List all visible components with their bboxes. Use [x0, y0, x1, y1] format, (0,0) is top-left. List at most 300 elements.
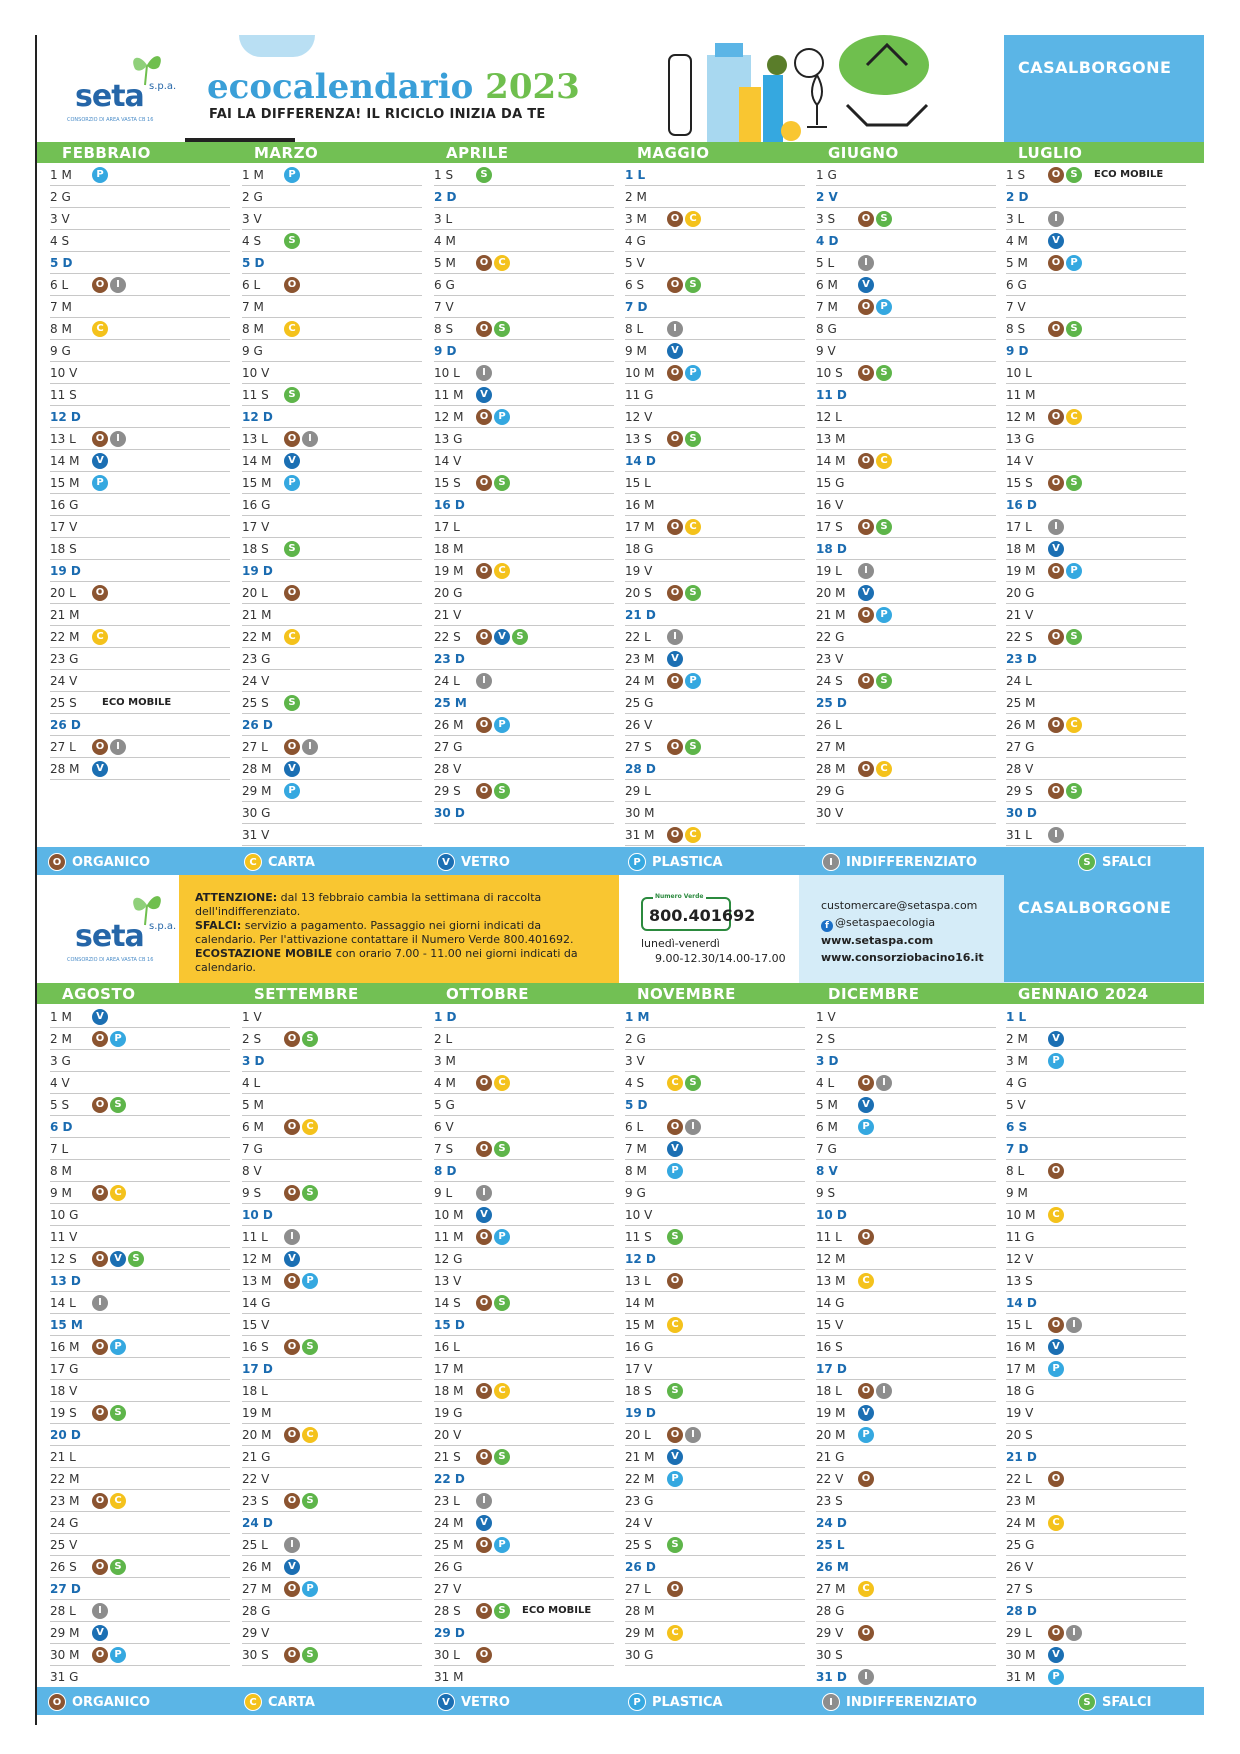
day-row — [50, 208, 230, 230]
day-row — [816, 1468, 996, 1490]
collection-o-icon: O — [476, 255, 492, 271]
day-row — [816, 538, 996, 560]
day-row — [434, 692, 614, 714]
day-row — [816, 1094, 996, 1116]
day-label: 21 S — [434, 1450, 461, 1464]
day-label: 8 M — [50, 1164, 72, 1178]
day-row — [816, 1028, 996, 1050]
hotline-box — [619, 875, 799, 983]
hotline-number[interactable]: 800.401692 — [649, 906, 756, 925]
day-label: 10 D — [816, 1208, 847, 1222]
day-row — [434, 1182, 614, 1204]
day-label: 4 L — [242, 1076, 261, 1090]
day-label: 18 S — [242, 542, 269, 556]
day-label: 16 D — [1006, 498, 1037, 512]
day-label: 21 M — [625, 1450, 655, 1464]
collection-i-icon: I — [476, 365, 492, 381]
day-label: 29 M — [625, 1626, 655, 1640]
day-row — [625, 1578, 805, 1600]
collection-icons — [284, 233, 300, 249]
day-row — [625, 1226, 805, 1248]
day-label: 3 V — [242, 212, 262, 226]
day-label: 20 G — [1006, 586, 1035, 600]
day-row — [625, 1160, 805, 1182]
day-label: 13 S — [625, 432, 652, 446]
day-label: 23 D — [1006, 652, 1037, 666]
collection-i-icon: I — [1048, 827, 1064, 843]
day-label: 26 D — [50, 718, 81, 732]
day-label: 11 G — [625, 388, 654, 402]
day-row — [242, 626, 422, 648]
collection-p-icon: P — [876, 607, 892, 623]
day-row — [625, 164, 805, 186]
collection-p-icon: P — [858, 1119, 874, 1135]
day-row — [816, 252, 996, 274]
day-row — [625, 186, 805, 208]
day-label: 3 G — [50, 1054, 71, 1068]
collection-o-icon: O — [858, 365, 874, 381]
day-row — [50, 1644, 230, 1666]
day-label: 20 D — [50, 1428, 81, 1442]
day-label: 28 S — [434, 1604, 461, 1618]
legend-item — [48, 853, 150, 871]
legend-item — [1078, 1693, 1151, 1711]
collection-p-icon: P — [1048, 1053, 1064, 1069]
logo-text: seta — [75, 79, 144, 114]
day-row — [434, 450, 614, 472]
collection-c-icon: C — [494, 255, 510, 271]
collection-icons — [476, 1295, 510, 1311]
day-row — [816, 494, 996, 516]
day-label: 9 G — [242, 344, 263, 358]
collection-icons — [284, 585, 300, 601]
day-label: 5 M — [242, 1098, 264, 1112]
day-row — [625, 1028, 805, 1050]
collection-i-icon: I — [302, 431, 318, 447]
day-label: 21 L — [50, 1450, 76, 1464]
day-row — [816, 274, 996, 296]
day-label: 1 V — [816, 1010, 836, 1024]
day-row — [625, 1050, 805, 1072]
day-row — [50, 692, 230, 714]
collection-o-icon: O — [476, 475, 492, 491]
day-row — [50, 736, 230, 758]
day-row — [1006, 1446, 1186, 1468]
collection-icons — [667, 1119, 701, 1135]
day-row — [1006, 1468, 1186, 1490]
collection-o-icon: O — [667, 1427, 683, 1443]
collection-icons — [1048, 1053, 1064, 1069]
day-label: 23 M — [50, 1494, 80, 1508]
day-label: 20 L — [50, 586, 76, 600]
legend-label: SFALCI — [1102, 1694, 1152, 1710]
day-row — [242, 230, 422, 252]
collection-icons — [92, 1295, 108, 1311]
collection-p-icon: P — [1048, 1361, 1064, 1377]
eco-mobile-note: ECO MOBILE — [1094, 169, 1164, 180]
day-row — [1006, 252, 1186, 274]
day-row — [434, 296, 614, 318]
day-row — [242, 1512, 422, 1534]
day-row — [816, 582, 996, 604]
collection-icons — [92, 761, 108, 777]
day-row — [50, 1578, 230, 1600]
day-row — [816, 362, 996, 384]
collection-icons — [1048, 321, 1082, 337]
day-label: 12 L — [816, 410, 842, 424]
day-label: 28 M — [242, 762, 272, 776]
collection-icons — [476, 1647, 492, 1663]
day-row — [1006, 1138, 1186, 1160]
day-row — [1006, 780, 1186, 802]
collection-c-icon: C — [1048, 1515, 1064, 1531]
day-row — [434, 472, 614, 494]
day-row — [816, 604, 996, 626]
day-label: 19 D — [625, 1406, 656, 1420]
collection-icons — [284, 167, 300, 183]
day-row — [242, 1006, 422, 1028]
day-label: 10 V — [50, 366, 78, 380]
collection-icons — [667, 585, 701, 601]
day-label: 14 V — [1006, 454, 1034, 468]
day-label: 30 G — [242, 806, 271, 820]
day-label: 30 S — [242, 1648, 269, 1662]
collection-s-icon: S — [667, 1383, 683, 1399]
day-row — [242, 824, 422, 846]
day-label: 25 V — [50, 1538, 78, 1552]
day-row — [625, 1600, 805, 1622]
collection-v-icon: V — [667, 343, 683, 359]
day-label: 13 V — [434, 1274, 462, 1288]
collection-p-icon: P — [110, 1339, 126, 1355]
collection-icons — [858, 1119, 874, 1135]
day-label: 29 L — [625, 784, 651, 798]
day-label: 19 M — [816, 1406, 846, 1420]
collection-s-icon: S — [685, 585, 701, 601]
day-label: 30 V — [816, 806, 844, 820]
day-label: 11 S — [50, 388, 77, 402]
day-row — [816, 1666, 996, 1688]
day-label: 2 D — [434, 190, 457, 204]
day-label: 25 M — [1006, 696, 1036, 710]
collection-icons — [667, 1537, 683, 1553]
day-label: 14 S — [434, 1296, 461, 1310]
day-row — [50, 1446, 230, 1468]
day-row — [625, 1468, 805, 1490]
collection-v-icon: V — [667, 1141, 683, 1157]
day-row — [1006, 692, 1186, 714]
day-row — [242, 1226, 422, 1248]
day-row — [625, 472, 805, 494]
collection-o-icon: O — [858, 211, 874, 227]
collection-i-icon: I — [284, 1537, 300, 1553]
day-row — [434, 604, 614, 626]
collection-v-icon: V — [1048, 541, 1064, 557]
day-row — [50, 1556, 230, 1578]
day-label: 3 M — [625, 212, 647, 226]
day-row — [242, 692, 422, 714]
collection-v-icon: V — [284, 1559, 300, 1575]
day-label: 9 M — [1006, 1186, 1028, 1200]
email-link[interactable]: customercare@setaspa.com — [821, 899, 978, 912]
day-row — [625, 1116, 805, 1138]
collection-o-icon: O — [284, 1493, 300, 1509]
day-row — [816, 670, 996, 692]
collection-p-icon: P — [876, 299, 892, 315]
day-label: 19 L — [816, 564, 842, 578]
collection-icons — [858, 585, 874, 601]
day-row — [1006, 230, 1186, 252]
day-row — [625, 1314, 805, 1336]
day-row — [816, 1380, 996, 1402]
collection-icons — [858, 1075, 892, 1091]
legend-label: CARTA — [268, 1694, 315, 1710]
seta-logo — [67, 51, 177, 131]
day-label: 30 M — [1006, 1648, 1036, 1662]
collection-c-icon: C — [876, 761, 892, 777]
day-row — [50, 450, 230, 472]
day-label: 8 G — [816, 322, 837, 336]
day-row — [242, 1050, 422, 1072]
day-row — [242, 406, 422, 428]
day-label: 28 M — [50, 762, 80, 776]
day-label: 21 M — [50, 608, 80, 622]
day-label: 23 V — [816, 652, 844, 666]
collection-icons — [667, 365, 701, 381]
day-row — [434, 582, 614, 604]
day-label: 5 V — [1006, 1098, 1026, 1112]
collection-v-icon: V — [858, 1097, 874, 1113]
legend-sfalci-icon: S — [1078, 853, 1096, 871]
collection-v-icon: V — [476, 1207, 492, 1223]
day-row — [816, 1556, 996, 1578]
day-row — [434, 1116, 614, 1138]
day-label: 11 G — [1006, 1230, 1035, 1244]
day-label: 9 V — [816, 344, 836, 358]
collection-i-icon: I — [110, 277, 126, 293]
day-label: 20 L — [625, 1428, 651, 1442]
day-row — [434, 494, 614, 516]
day-row — [816, 1248, 996, 1270]
website-link-2[interactable]: www.consorziobacino16.it — [821, 951, 984, 964]
day-label: 13 L — [242, 432, 268, 446]
day-label: 31 V — [242, 828, 270, 842]
collection-icons — [92, 1009, 108, 1025]
website-link-1[interactable]: www.setaspa.com — [821, 934, 934, 947]
day-row — [1006, 1402, 1186, 1424]
collection-c-icon: C — [667, 1317, 683, 1333]
day-row — [1006, 1644, 1186, 1666]
collection-i-icon: I — [92, 1603, 108, 1619]
collection-s-icon: S — [476, 167, 492, 183]
collection-o-icon: O — [667, 1273, 683, 1289]
logo-spa: s.p.a. — [149, 921, 177, 932]
day-row — [50, 1094, 230, 1116]
day-row — [50, 582, 230, 604]
day-row — [625, 1644, 805, 1666]
day-label: 29 S — [434, 784, 461, 798]
tagline: FAI LA DIFFERENZA! IL RICICLO INIZIA DA TE — [209, 107, 546, 122]
collection-o-icon: O — [284, 1339, 300, 1355]
legend-indifferenziato-icon: I — [822, 1693, 840, 1711]
day-row — [50, 252, 230, 274]
collection-c-icon: C — [1048, 1207, 1064, 1223]
collection-icons — [92, 1185, 126, 1201]
day-row — [434, 230, 614, 252]
logo-text: seta — [75, 919, 144, 954]
collection-icons — [284, 277, 300, 293]
collection-o-icon: O — [858, 1471, 874, 1487]
cloud-shape — [239, 35, 315, 57]
day-label: 15 M — [50, 1318, 83, 1332]
day-row — [1006, 384, 1186, 406]
facebook-link[interactable]: f @setaspaecologia — [821, 914, 1039, 932]
day-row — [50, 494, 230, 516]
collection-o-icon: O — [476, 1141, 492, 1157]
day-row — [242, 1270, 422, 1292]
day-row — [1006, 318, 1186, 340]
legend-item — [244, 1693, 315, 1711]
eco-mobile-note: ECO MOBILE — [102, 697, 172, 708]
day-row — [625, 560, 805, 582]
day-label: 29 G — [816, 784, 845, 798]
collection-icons — [858, 1581, 874, 1597]
legend-item — [244, 853, 315, 871]
collection-icons — [92, 475, 108, 491]
day-label: 2 M — [625, 190, 647, 204]
collection-icons — [858, 1229, 874, 1245]
collection-s-icon: S — [667, 1537, 683, 1553]
day-row — [242, 560, 422, 582]
collection-o-icon: O — [1048, 1471, 1064, 1487]
collection-icons — [1048, 783, 1082, 799]
collection-icons — [284, 695, 300, 711]
day-row — [625, 1072, 805, 1094]
day-label: 20 V — [434, 1428, 462, 1442]
day-row — [50, 230, 230, 252]
facebook-icon: f — [821, 920, 833, 932]
day-label: 19 M — [434, 564, 464, 578]
collection-i-icon: I — [1048, 211, 1064, 227]
day-label: 18 M — [434, 1384, 464, 1398]
day-row — [1006, 362, 1186, 384]
day-label: 1 M — [625, 1010, 650, 1024]
day-row — [434, 1512, 614, 1534]
day-row — [625, 274, 805, 296]
day-row — [625, 494, 805, 516]
day-label: 24 D — [242, 1516, 273, 1530]
day-row — [816, 384, 996, 406]
collection-c-icon: C — [685, 519, 701, 535]
collection-s-icon: S — [302, 1185, 318, 1201]
collection-icons — [1048, 1031, 1064, 1047]
day-label: 11 S — [625, 1230, 652, 1244]
collection-icons — [1048, 827, 1064, 843]
day-row — [1006, 626, 1186, 648]
collection-icons — [92, 1097, 126, 1113]
day-label: 15 M — [625, 1318, 655, 1332]
collection-s-icon: S — [876, 519, 892, 535]
legend-item — [628, 853, 723, 871]
day-row — [625, 604, 805, 626]
collection-s-icon: S — [494, 783, 510, 799]
day-label: 1 S — [1006, 168, 1026, 182]
collection-o-icon: O — [284, 1427, 300, 1443]
collection-icons — [858, 1669, 874, 1685]
day-row — [625, 758, 805, 780]
day-label: 14 G — [816, 1296, 845, 1310]
collection-o-icon: O — [667, 211, 683, 227]
collection-s-icon: S — [494, 1141, 510, 1157]
collection-icons — [667, 673, 701, 689]
collection-v-icon: V — [110, 1251, 126, 1267]
day-row — [625, 296, 805, 318]
day-row — [242, 780, 422, 802]
collection-s-icon: S — [284, 695, 300, 711]
day-row — [50, 1028, 230, 1050]
day-row — [1006, 538, 1186, 560]
day-row — [816, 1182, 996, 1204]
day-row — [242, 472, 422, 494]
day-row — [816, 1600, 996, 1622]
collection-icons — [667, 1317, 683, 1333]
day-label: 7 V — [434, 300, 454, 314]
day-label: 5 S — [50, 1098, 70, 1112]
day-row — [242, 604, 422, 626]
day-row — [434, 1050, 614, 1072]
day-label: 26 M — [242, 1560, 272, 1574]
day-label: 27 L — [242, 740, 268, 754]
day-label: 17 V — [242, 520, 270, 534]
day-label: 28 G — [816, 1604, 845, 1618]
collection-o-icon: O — [476, 321, 492, 337]
day-label: 15 L — [1006, 1318, 1032, 1332]
day-row — [242, 318, 422, 340]
collection-icons — [667, 1075, 701, 1091]
day-row — [1006, 1270, 1186, 1292]
collection-v-icon: V — [92, 453, 108, 469]
legend-item — [48, 1693, 150, 1711]
day-row — [434, 1666, 614, 1688]
day-label: 3 V — [50, 212, 70, 226]
collection-icons — [667, 827, 701, 843]
day-row — [50, 1358, 230, 1380]
day-label: 20 M — [816, 586, 846, 600]
collection-o-icon: O — [1048, 475, 1064, 491]
legend-label: PLASTICA — [652, 1694, 723, 1710]
collection-c-icon: C — [302, 1427, 318, 1443]
month-name: AGOSTO — [62, 985, 136, 1003]
day-label: 13 D — [50, 1274, 81, 1288]
collection-icons — [1048, 519, 1064, 535]
day-row — [434, 1468, 614, 1490]
collection-s-icon: S — [685, 277, 701, 293]
collection-o-icon: O — [476, 1647, 492, 1663]
day-row — [50, 318, 230, 340]
day-row — [434, 384, 614, 406]
day-row — [625, 626, 805, 648]
day-row — [242, 1182, 422, 1204]
day-label: 14 M — [242, 454, 272, 468]
collection-icons — [284, 1537, 300, 1553]
day-row — [816, 1270, 996, 1292]
day-label: 10 M — [625, 366, 655, 380]
day-label: 10 V — [625, 1208, 653, 1222]
legend-organico-icon: O — [48, 1693, 66, 1711]
collection-i-icon: I — [476, 1493, 492, 1509]
day-label: 25 S — [625, 1538, 652, 1552]
day-row — [625, 1556, 805, 1578]
